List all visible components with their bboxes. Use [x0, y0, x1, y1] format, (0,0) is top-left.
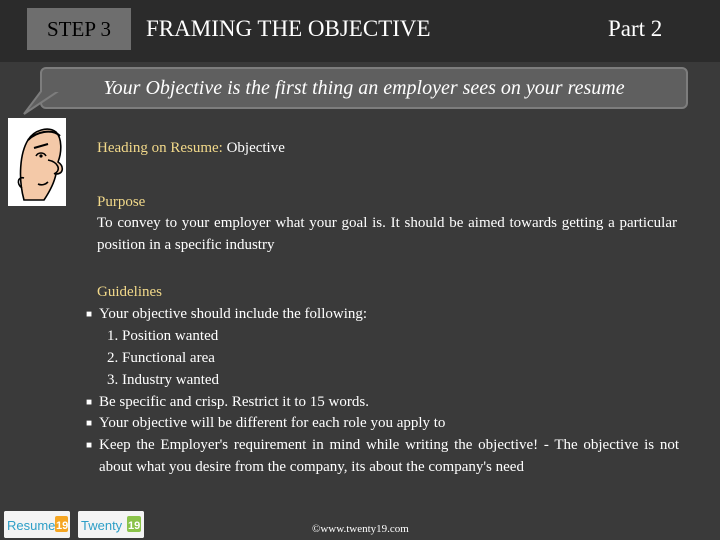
square-bullet-icon: ■ — [86, 440, 93, 451]
step-badge — [27, 8, 131, 50]
callout-text: Your Objective is the first thing an employer sees on your resume — [103, 76, 625, 99]
guideline-item: Keep the Employer's requirement in mind while writing the objective! - The objective is not about what you desire from the company, its about the company's need — [99, 437, 679, 475]
numbered-item: 3. Industry wanted — [107, 372, 220, 388]
purpose-text: To convey to your employer what your goal is. It should be aimed towards getting a particular position in a specific industry — [97, 215, 677, 253]
numbered-item: 2. Functional area — [107, 350, 215, 366]
resume19-logo — [4, 511, 70, 538]
heading-value: Objective — [226, 140, 285, 156]
square-bullet-icon: ■ — [86, 309, 93, 320]
twenty19-logo — [78, 511, 144, 538]
guideline-intro: Your objective should include the following: — [99, 306, 368, 322]
purpose-label: Purpose — [97, 194, 146, 210]
svg-text:Twenty: Twenty — [81, 518, 123, 533]
heading-label: Heading on Resume: — [97, 140, 223, 156]
guideline-item: Be specific and crisp. Restrict it to 15 words. — [99, 394, 369, 410]
guidelines-label: Guidelines — [97, 284, 162, 300]
numbered-item: 1. Position wanted — [107, 328, 219, 344]
footer-url: ©www.twenty19.com — [312, 523, 409, 535]
slide-title: FRAMING THE OBJECTIVE — [146, 16, 431, 41]
callout-tail — [22, 90, 62, 116]
guideline-item: Your objective will be different for each role you apply to — [99, 415, 446, 431]
svg-text:19: 19 — [56, 520, 69, 532]
square-bullet-icon: ■ — [86, 418, 93, 429]
step-label: STEP 3 — [47, 16, 111, 41]
svg-text:19: 19 — [128, 520, 141, 532]
svg-text:Resume: Resume — [7, 518, 56, 533]
part-label: Part 2 — [608, 16, 663, 41]
cartoon-face-icon — [8, 118, 66, 206]
callout-box — [40, 67, 688, 109]
heading-on-resume — [97, 138, 677, 160]
square-bullet-icon: ■ — [86, 397, 93, 408]
